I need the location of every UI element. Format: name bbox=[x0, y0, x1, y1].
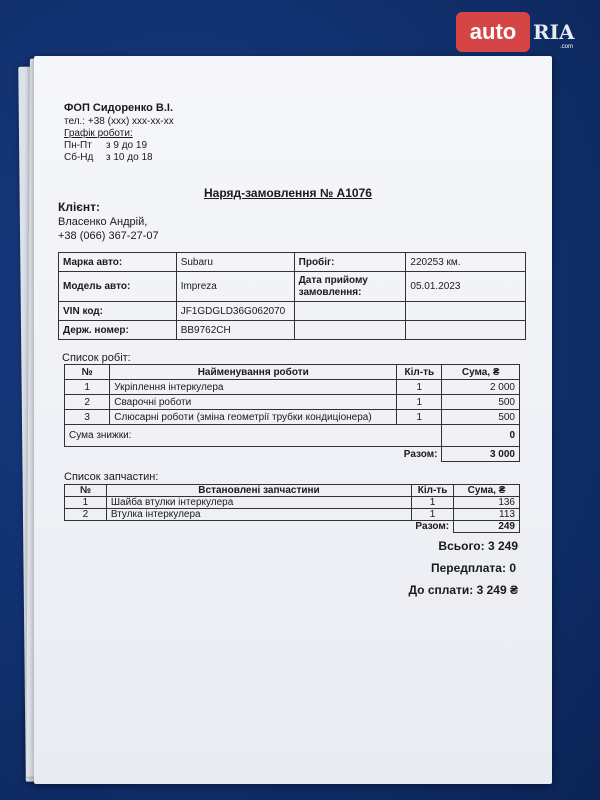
work-order-sheet bbox=[34, 56, 552, 784]
date-value: 05.01.2023 bbox=[406, 272, 526, 302]
watermark-ria-sub: .com bbox=[560, 44, 574, 50]
make-value: Subaru bbox=[176, 253, 294, 272]
weekdays-hours: з 9 до 19 bbox=[106, 140, 148, 151]
summary-due-value: 3 249 ₴ bbox=[476, 583, 518, 597]
vin-value: JF1GDGLD36G062070 bbox=[176, 302, 294, 321]
row-no: 1 bbox=[65, 380, 110, 395]
table-row bbox=[65, 395, 520, 410]
col-header-sum: Сума, ₴ bbox=[454, 485, 520, 497]
col-header-sum: Сума, ₴ bbox=[442, 365, 520, 380]
summary-prepay-label: Передплата: bbox=[430, 561, 506, 575]
works-table bbox=[64, 364, 520, 462]
parts-total-value: 249 bbox=[454, 521, 520, 533]
table-row bbox=[59, 321, 526, 340]
table-row bbox=[65, 410, 520, 425]
client-phone: +38 (066) 367-27-07 bbox=[58, 230, 159, 242]
table-row bbox=[65, 447, 520, 462]
row-no: 3 bbox=[65, 410, 110, 425]
plate-value: BB9762CH bbox=[176, 321, 294, 340]
row-qty: 1 bbox=[397, 395, 442, 410]
make-label: Марка авто: bbox=[59, 253, 177, 272]
works-total-value: 3 000 bbox=[442, 447, 520, 462]
col-header-qty: Кіл-ть bbox=[397, 365, 442, 380]
summary-all-value: 3 249 bbox=[487, 539, 518, 553]
schedule-title: Графік роботи: bbox=[64, 128, 133, 139]
car-info-table bbox=[58, 252, 526, 340]
table-header-row bbox=[65, 485, 520, 497]
date-label-line2: замовлення: bbox=[298, 286, 362, 298]
row-no: 2 bbox=[65, 395, 110, 410]
date-label bbox=[294, 272, 406, 302]
empty-cell bbox=[294, 321, 406, 340]
summary-prepay-value: 0 bbox=[509, 561, 516, 575]
empty-cell bbox=[406, 321, 526, 340]
table-row bbox=[65, 509, 520, 521]
table-row bbox=[59, 253, 526, 272]
watermark-ria-logo: RIA bbox=[533, 20, 575, 44]
row-name: Втулка інтеркулера bbox=[106, 509, 411, 521]
col-header-name: Встановлені запчастини bbox=[106, 485, 411, 497]
discount-value: 0 bbox=[442, 425, 520, 447]
empty-cell bbox=[294, 302, 406, 321]
vendor-name: ФОП Сидоренко В.І. bbox=[64, 102, 174, 114]
order-title: Наряд-замовлення № А1076 bbox=[204, 186, 372, 200]
works-total-label: Разом: bbox=[403, 448, 438, 460]
parts-table bbox=[64, 484, 520, 533]
col-header-no: № bbox=[65, 485, 107, 497]
col-header-qty: Кіл-ть bbox=[412, 485, 454, 497]
table-row bbox=[65, 521, 520, 533]
row-sum: 136 bbox=[454, 497, 520, 509]
mileage-label: Пробіг: bbox=[294, 253, 406, 272]
row-name: Укріплення інтеркулера bbox=[110, 380, 397, 395]
table-row bbox=[65, 497, 520, 509]
parts-total-label: Разом: bbox=[415, 521, 450, 533]
row-no: 2 bbox=[65, 509, 107, 521]
vendor-phone: тел.: +38 (xxx) xxx-xx-xx bbox=[64, 116, 174, 127]
summary-prepay bbox=[431, 561, 516, 575]
col-header-name: Найменування роботи bbox=[110, 365, 397, 380]
summary-due bbox=[408, 583, 518, 597]
table-row bbox=[65, 380, 520, 395]
parts-title: Список запчастин: bbox=[64, 471, 159, 483]
works-title: Список робіт: bbox=[62, 352, 131, 364]
summary-all-label: Всього: bbox=[438, 539, 485, 553]
vin-label: VIN код: bbox=[59, 302, 177, 321]
row-qty: 1 bbox=[412, 509, 454, 521]
row-qty: 1 bbox=[397, 410, 442, 425]
mileage-value: 220253 км. bbox=[406, 253, 526, 272]
row-name: Слюсарні роботи (зміна геометрії трубки кондиціонера) bbox=[110, 410, 397, 425]
table-row bbox=[59, 302, 526, 321]
table-header-row bbox=[65, 365, 520, 380]
client-label: Клієнт: bbox=[58, 200, 101, 214]
model-label: Модель авто: bbox=[59, 272, 177, 302]
weekend-label: Сб-Нд bbox=[64, 152, 94, 163]
col-header-no: № bbox=[65, 365, 110, 380]
discount-label: Сума знижки: bbox=[65, 425, 442, 447]
row-sum: 500 bbox=[442, 410, 520, 425]
row-sum: 2 000 bbox=[442, 380, 520, 395]
row-qty: 1 bbox=[397, 380, 442, 395]
date-label-line1: Дата прийому bbox=[298, 274, 368, 286]
summary-due-label: До сплати: bbox=[408, 583, 474, 597]
model-value: Impreza bbox=[176, 272, 294, 302]
summary-all bbox=[438, 539, 518, 553]
row-name: Сварочні роботи bbox=[110, 395, 397, 410]
weekdays-label: Пн-Пт bbox=[64, 140, 92, 151]
table-row bbox=[59, 272, 526, 302]
row-no: 1 bbox=[65, 497, 107, 509]
row-qty: 1 bbox=[412, 497, 454, 509]
weekend-hours: з 10 до 18 bbox=[106, 152, 153, 163]
row-sum: 500 bbox=[442, 395, 520, 410]
plate-label: Держ. номер: bbox=[59, 321, 177, 340]
client-name: Власенко Андрій, bbox=[58, 216, 148, 228]
row-sum: 113 bbox=[454, 509, 520, 521]
watermark-auto-logo: auto bbox=[456, 12, 530, 52]
empty-cell bbox=[406, 302, 526, 321]
table-row bbox=[65, 425, 520, 447]
row-name: Шайба втулки інтеркулера bbox=[106, 497, 411, 509]
